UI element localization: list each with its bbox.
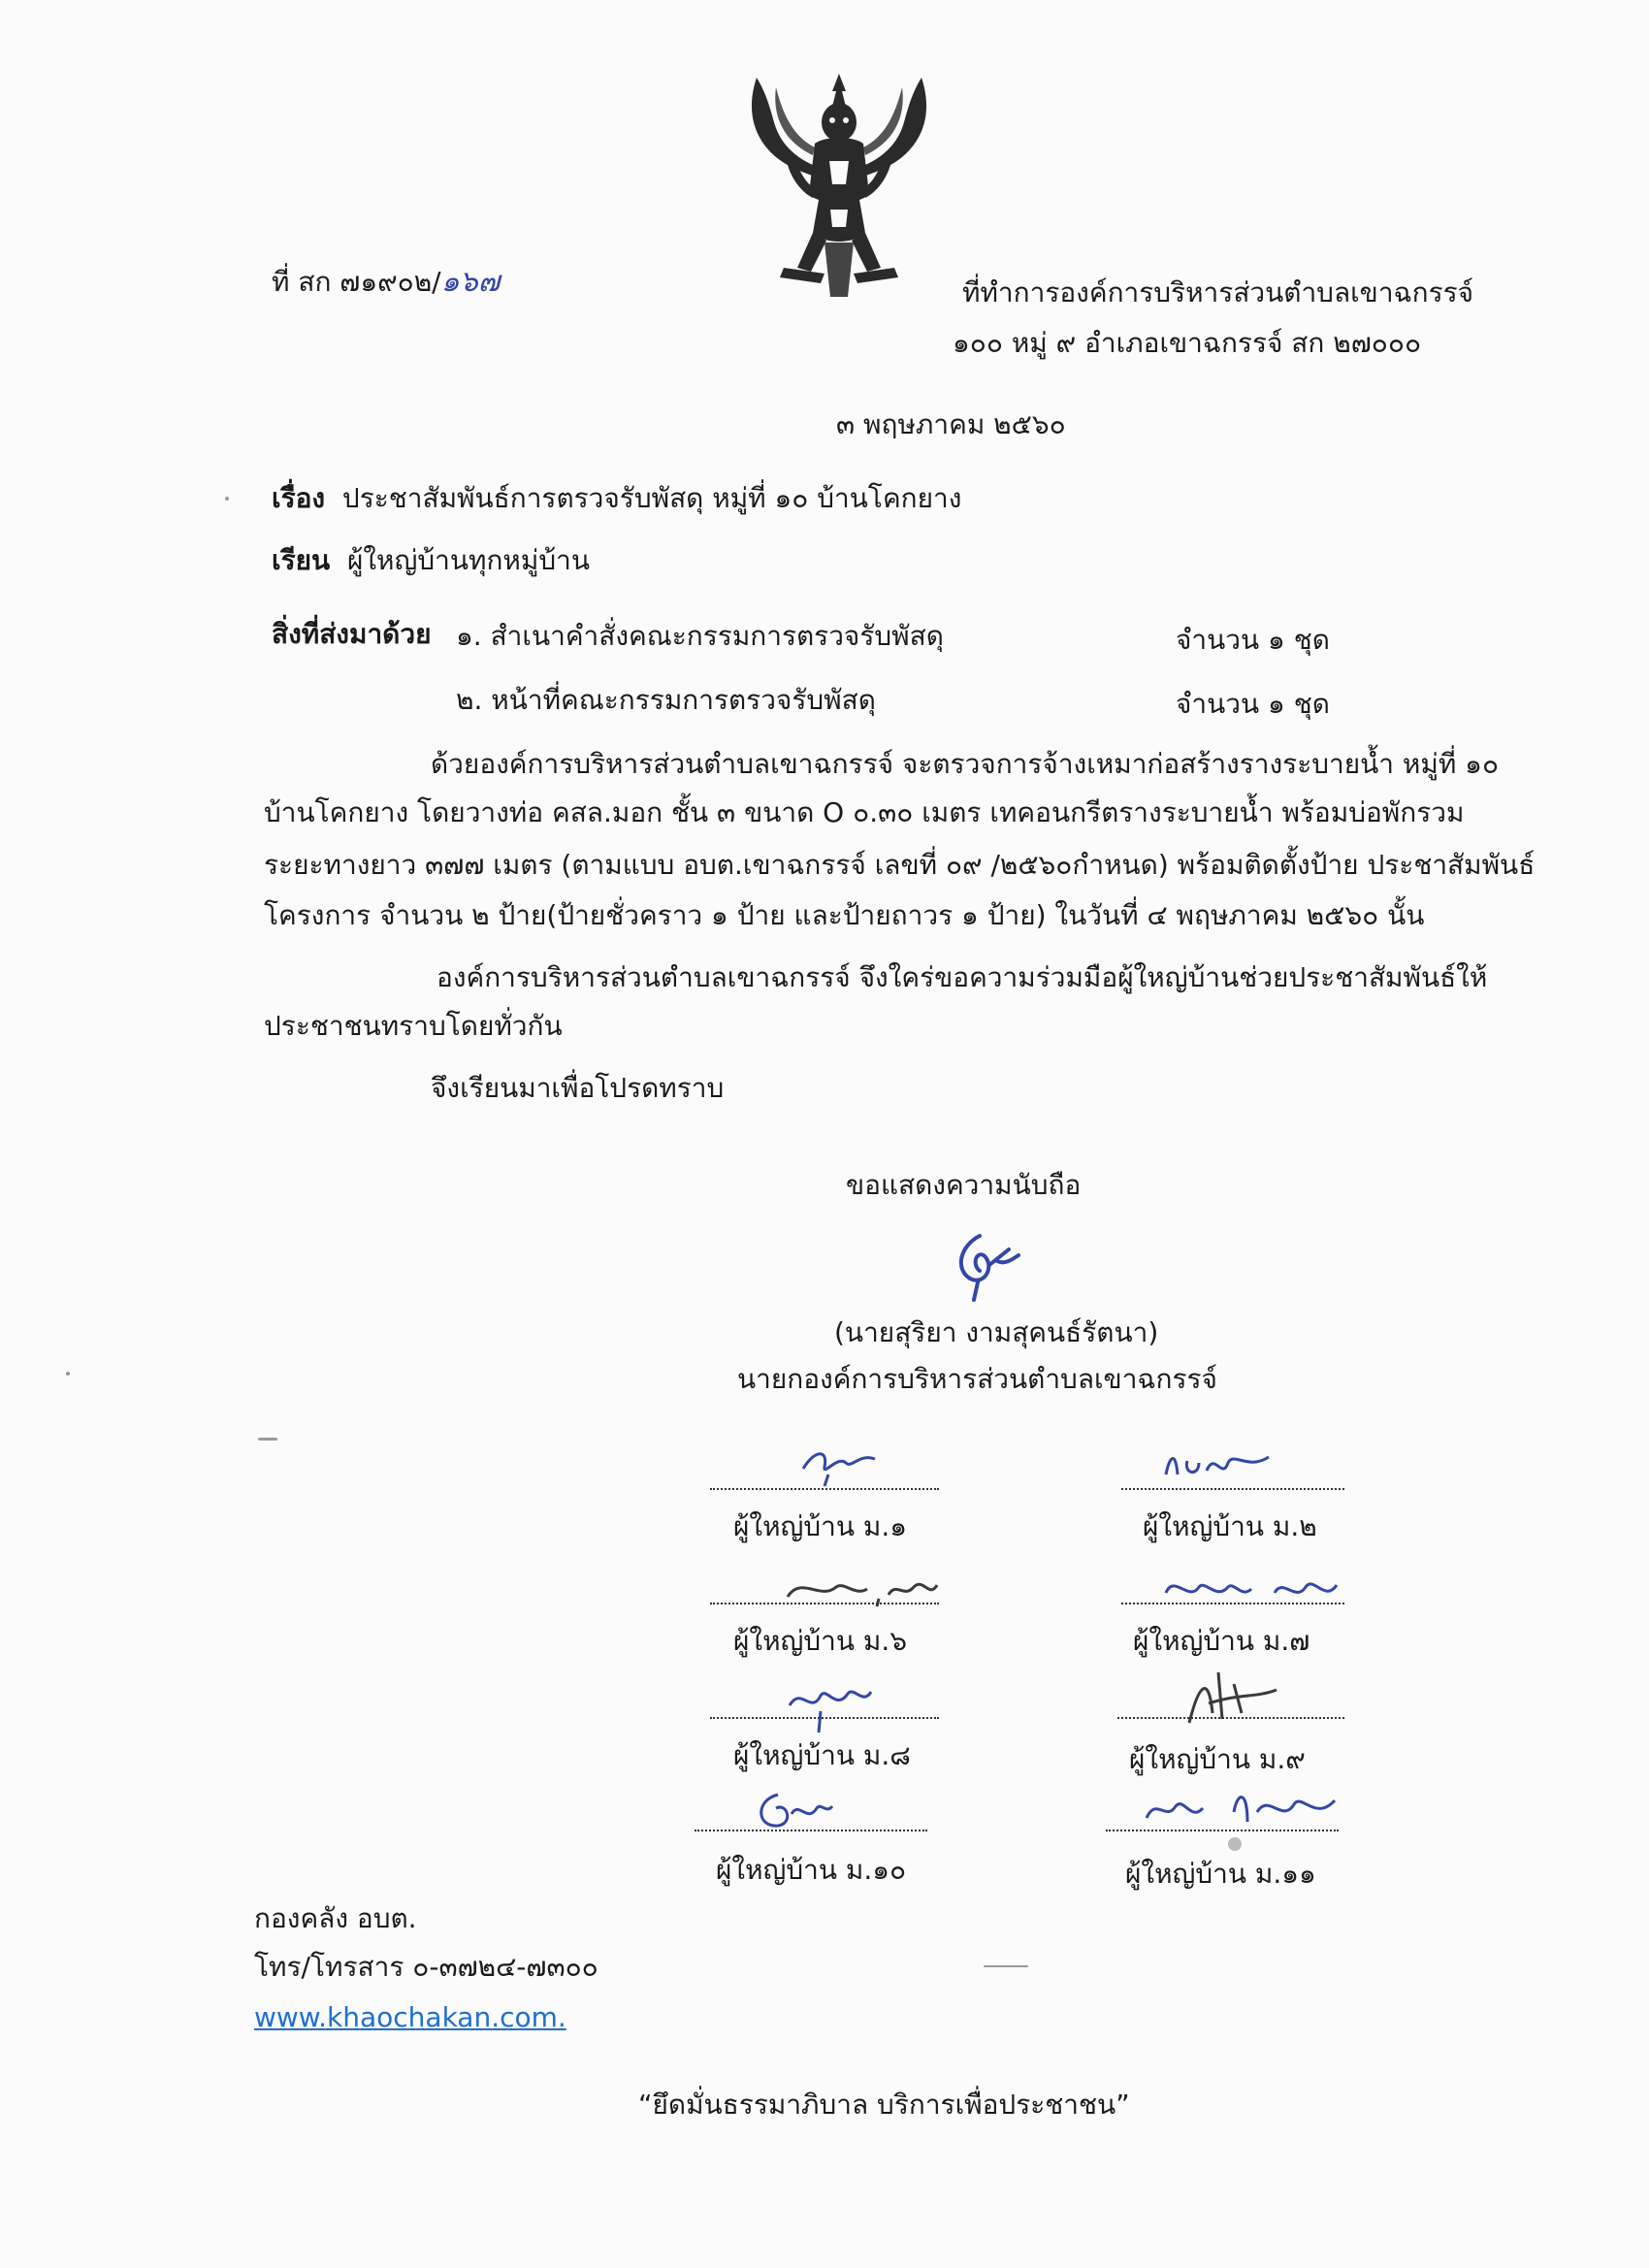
village-head-label: ผู้ใหญ่บ้าน ม.๗ [1133,1625,1310,1657]
body-paragraph-1-line: ระยะทางยาว ๓๗๗ เมตร (ตามแบบ อบต.เขาฉกรรจ์ เลขที่ ๐๙ /๒๕๖๐กำหนด) พร้อมติดตั้งป้าย ประชาสัมพันธ์ [264,849,1536,881]
village-head-signature [795,1440,883,1488]
village-head-label: ผู้ใหญ่บ้าน ม.๖ [733,1625,908,1657]
village-head-signature [782,1676,879,1734]
village-head-label: ผู้ใหญ่บ้าน ม.๙ [1129,1743,1306,1775]
signature-line [710,1603,939,1604]
body-paragraph-2-line: ประชาชนทราบโดยทั่วกัน [264,1010,563,1042]
village-head-label: ผู้ใหญ่บ้าน ม.๑ [733,1510,908,1542]
body-paragraph-2-line: องค์การบริหารส่วนตำบลเขาฉกรรจ์ จึงใคร่ขอความร่วมมือผู้ใหญ่บ้านช่วยประชาสัมพันธ์ให้ [436,961,1488,993]
body-paragraph-1-line: บ้านโคกยาง โดยวางท่อ คสล.มอก ชั้น ๓ ขนาด O ๐.๓๐ เมตร เทคอนกรีตรางระบายน้ำ พร้อมบ่อพักรวม [264,796,1465,828]
scan-speck [1228,1837,1242,1851]
signature-line [710,1488,939,1490]
village-head-label: ผู้ใหญ่บ้าน ม.๑๑ [1125,1858,1316,1890]
doc-number-prefix: ที่ สก ๗๑๙๐๒/ [272,266,441,298]
office-address-line2: ๑๐๐ หมู่ ๙ อำเภอเขาฉกรรจ์ สก ๒๗๐๐๐ [953,327,1422,359]
subject-line [272,481,961,515]
village-head-signature [1160,1564,1344,1616]
recipient-text: ผู้ใหญ่บ้านทุกหมู่บ้าน [346,544,590,576]
village-head-signature [749,1785,836,1835]
office-address-line1: ที่ทำการองค์การบริหารส่วนตำบลเขาฉกรรจ์ [962,276,1474,308]
village-head-label: ผู้ใหญ่บ้าน ม.๑๐ [716,1854,907,1886]
scan-speck [66,1372,70,1376]
village-head-label: ผู้ใหญ่บ้าน ม.๘ [733,1739,911,1771]
enclosure-qty: จำนวน ๑ ชุด [1176,688,1330,720]
footer-department: กองคลัง อบต. [254,1902,417,1934]
footer-motto: “ยึดมั่นธรรมาภิบาล บริการเพื่อประชาชน” [638,2089,1130,2121]
signer-name: (นายสุริยา งามสุคนธ์รัตนา) [834,1316,1159,1348]
footer-website-link[interactable]: www.khaochakan.com. [254,2001,566,2033]
subject-label: เรื่อง [272,482,326,514]
village-head-label: ผู้ใหญ่บ้าน ม.๒ [1143,1510,1317,1542]
doc-number-handwritten: ๑๖๗ [440,265,501,299]
body-paragraph-3: จึงเรียนมาเพื่อโปรดทราบ [431,1072,725,1104]
body-paragraph-1-line: โครงการ จำนวน ๒ ป้าย(ป้ายชั่วคราว ๑ ป้าย และป้ายถาวร ๑ ป้าย) ในวันที่ ๔ พฤษภาคม ๒๕๖๐ นั้น [264,899,1425,931]
body-paragraph-1-line: ด้วยองค์การบริหารส่วนตำบลเขาฉกรรจ์ จะตรวจการจ้างเหมาก่อสร้างรางระบายน้ำ หมู่ที่ ๑๐ [431,748,1500,780]
signature-line [1121,1603,1344,1604]
enclosure-item: ๑. สำเนาคำสั่งคณะกรรมการตรวจรับพัสดุ [456,620,944,652]
village-head-signature [1180,1665,1286,1729]
signer-title: นายกองค์การบริหารส่วนตำบลเขาฉกรรจ์ [737,1363,1217,1395]
footer-phone: โทร/โทรสาร ๐-๓๗๒๔-๗๓๐๐ [254,1951,598,1983]
scan-speck [225,497,229,501]
signature-line [1106,1830,1339,1831]
doc-number [272,264,500,301]
closing-regards: ขอแสดงความนับถือ [846,1169,1082,1201]
signature-line [1117,1717,1344,1719]
signature-line [695,1830,927,1831]
enclosures-label: สิ่งที่ส่งมาด้วย [272,618,432,650]
scan-speck [258,1438,277,1441]
scan-speck [984,1965,1028,1967]
recipient-line [272,543,590,577]
signature-line [710,1717,939,1719]
enclosure-item: ๒. หน้าที่คณะกรรมการตรวจรับพัสดุ [456,684,876,716]
recipient-label: เรียน [272,544,331,576]
mayor-signature [941,1226,1028,1304]
letter-date: ๓ พฤษภาคม ๒๕๖๐ [836,408,1066,440]
garuda-emblem-icon [737,68,941,301]
subject-text: ประชาสัมพันธ์การตรวจรับพัสดุ หมู่ที่ ๑๐ บ้านโคกยาง [341,482,962,514]
enclosure-qty: จำนวน ๑ ชุด [1176,624,1330,656]
signature-line [1121,1488,1344,1490]
village-head-signature [1160,1442,1277,1490]
